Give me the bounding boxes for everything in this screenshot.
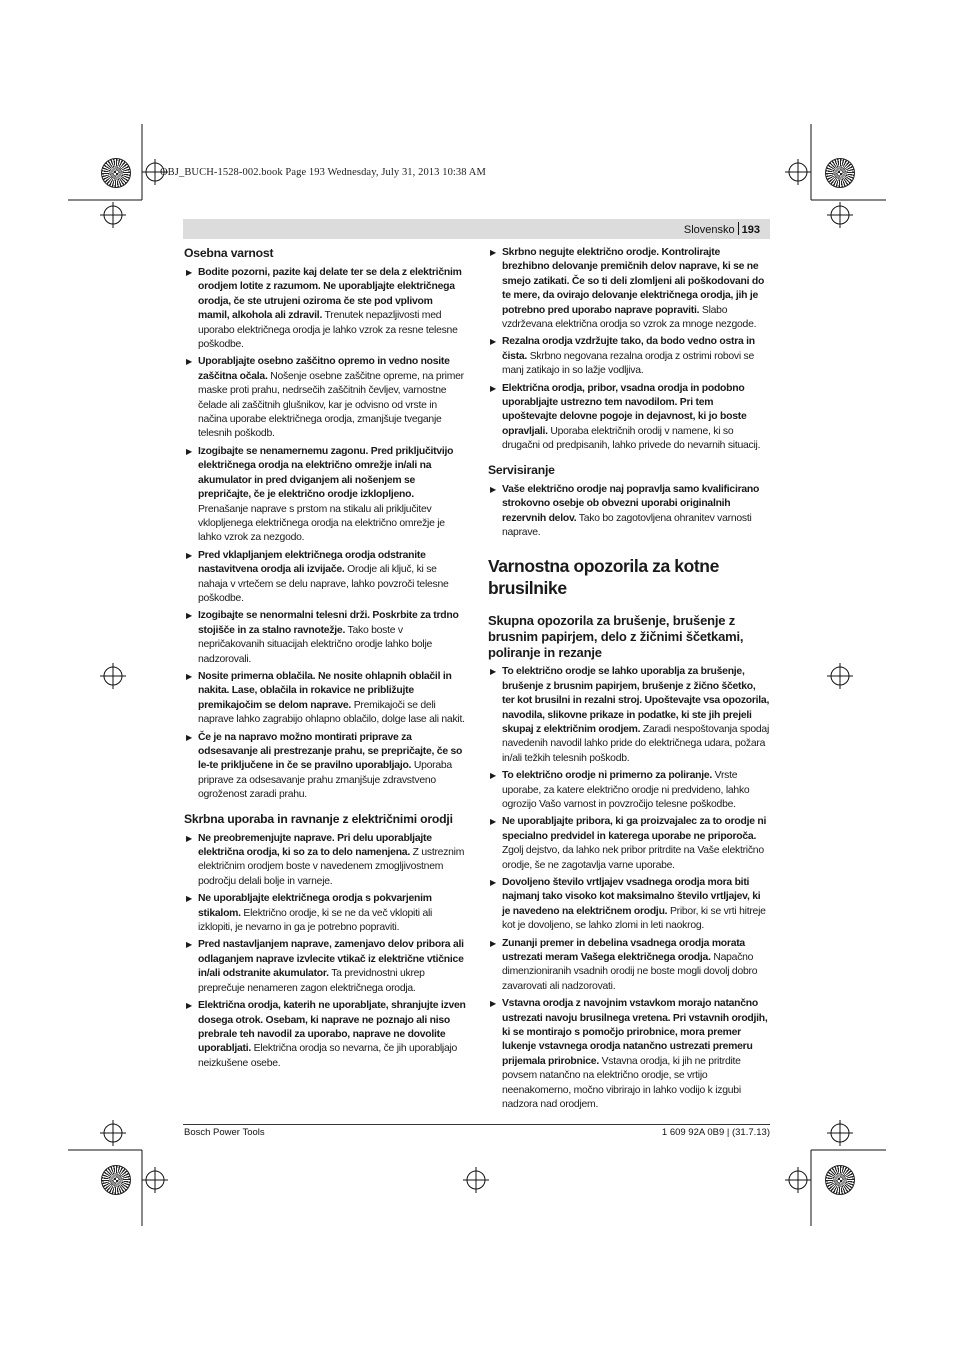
header-separator: [738, 222, 739, 235]
bullet-triangle-icon: ▶: [186, 446, 192, 456]
item-text: Nošenje osebne zaščitne opreme, na primer maske proti prahu, nedrsečih zaščitnih čevljev, varnostne čelade ali zaščitnih glušnikov, kar je odvisno od vrste in načina uporabe električnega orodja, zmanjšuje tveganje telesnih poškodb.: [198, 370, 464, 440]
bullet-list-grinder-warnings: [488, 665, 770, 1112]
bullet-triangle-icon: ▶: [186, 940, 192, 950]
header-language: Slovensko: [683, 224, 735, 236]
item-bold-text: Uporabljajte osebno zaščitno opremo in vedno nosite zaščitna očala.: [198, 356, 450, 382]
item-text: Zgolj dejstvo, da lahko nek pribor pritrdite na Vaše električno orodje, še ne zagotavlja varne uporabe.: [502, 845, 764, 871]
list-item: [184, 892, 466, 935]
item-bold-text: Če je na napravo možno montirati priprave za odsesavanje ali prestrezanje prahu, se prepričajte, če so le-te priključene in če se pravilno uporabljajo.: [198, 731, 463, 772]
item-bold-text: Ne uporabljajte električnega orodja s pokvarjenim stikalom.: [198, 893, 432, 919]
item-text: Vstavna orodja, ki jih ne pritrdite povsem natančno na električno orodje, se vrtijo neenakomerno, močno vibrirajo in lahko vodijo k izgubi nadzora nad orodjem.: [502, 1055, 741, 1111]
list-item: [488, 815, 770, 873]
section-heading-personal-safety: Osebna varnost: [184, 246, 274, 260]
item-text: Ta previdnostni ukrep preprečuje nenameren zagon električnega orodja.: [198, 968, 425, 994]
item-bold-text: To električno orodje se lahko uporablja za brušenje, brušenje z brusnim papirjem, brušenje z žično ščetko, ter kot brusilni in rezalni stroj. Upoštevajte vsa opozorila, navodila, slikovne prikaze in podatke, ki ste jih prejeli skupaj z električnim orodjem.: [502, 666, 770, 735]
bullet-list-service: [488, 483, 770, 541]
bullet-triangle-icon: ▶: [490, 667, 496, 677]
bullet-triangle-icon: ▶: [490, 878, 496, 887]
list-item: [184, 832, 466, 890]
bullet-triangle-icon: ▶: [490, 383, 496, 393]
item-bold-text: Rezalna orodja vzdržujte tako, da bodo vedno ostra in čista.: [502, 336, 755, 362]
list-item: [488, 382, 770, 454]
bullet-triangle-icon: ▶: [186, 894, 192, 904]
section-heading-tool-use: Skrbna uporaba in ravnanje z električnimi orodji: [184, 811, 453, 826]
bullet-triangle-icon: ▶: [186, 357, 192, 367]
list-item: [184, 266, 466, 352]
list-item: [184, 670, 466, 728]
bullet-triangle-icon: ▶: [490, 248, 496, 257]
bullet-triangle-icon: ▶: [186, 611, 192, 621]
item-bold-text: Električna orodja, pribor, vsadna orodja in podobno uporabljajte ustrezno tem navodilom. Pri tem upoštevajte delovne pogoje in dejavnost, ki jo boste opravljali.: [502, 382, 747, 437]
list-item: [488, 769, 770, 812]
item-bold-text: Ne uporabljajte pribora, ki ga proizvajalec za to orodje ni specialno predvidel in katerega uporabe ne priporoča.: [502, 816, 767, 842]
bullet-triangle-icon: ▶: [186, 833, 192, 843]
item-bold-text: Izogibajte se nenamernemu zagonu. Pred priključitvijo električnega orodja na električno omrežje in/ali na akumulator in pred dviganjem ali nošenjem se prepričajte, če je električno orodje izklopljeno.: [198, 445, 454, 501]
left-column: [184, 246, 466, 1074]
list-item: [184, 999, 466, 1071]
bullet-triangle-icon: ▶: [490, 337, 496, 347]
item-text: Trenutek nepazljivosti med uporabo električnega orodja je lahko vzrok za resne telesne poškodbe.: [198, 310, 458, 351]
bullet-triangle-icon: ▶: [490, 999, 496, 1009]
item-bold-text: Pred vklapljanjem električnega orodja odstranite nastavitvena orodja ali izvijače.: [198, 549, 426, 576]
bullet-triangle-icon: ▶: [490, 771, 496, 781]
item-bold-text: Pred nastavljanjem naprave, zamenjavo delov pribora ali odlaganjem naprave izvlecite vtikač iz električne vtičnice in/ali odstranite akumulator.: [198, 939, 464, 980]
subsection-heading: Skupna opozorila za brušenje, brušenje z brusnim papirjem, delo z žičnimi ščetkami, poliranje in rezanje: [488, 613, 744, 661]
item-bold-text: To električno orodje ni primerno za poliranje.: [502, 770, 713, 782]
item-text: Tako bo zagotovljena ohranitev varnosti naprave.: [502, 512, 752, 538]
item-text: Napačno dimenzioniranih vsadnih orodij ne boste mogli dovolj dobro zavarovati ali nadzorovati.: [502, 952, 758, 992]
item-text: Uporaba električnih orodij v namene, ki so drugačni od predpisanih, lahko privede do nevarnih situacij.: [502, 425, 761, 452]
list-item: [184, 445, 466, 546]
item-text: Električna orodja so nevarna, če jih uporabljajo neizkušene osebe.: [198, 1043, 458, 1069]
page-number: 193: [741, 224, 760, 236]
item-bold-text: Vstavna orodja z navojnim vstavkom morajo natančno ustrezati navoju brusilnega vretena. Pri vstavnih orodjih, ki se montirajo s pomočjo prirobnice, mora premer lukenje vstavnega orodja natančno ustrezati premeru prijemala prirobnice.: [502, 998, 768, 1067]
list-item: [488, 937, 770, 995]
list-item: [184, 731, 466, 803]
list-item: [184, 609, 466, 667]
list-item: [488, 246, 770, 332]
bullet-list-tool-care: [488, 246, 770, 454]
item-text: Uporaba priprave za odsesavanje prahu zmanjšuje zdravstveno ogroženost zaradi prahu.: [198, 760, 452, 801]
item-bold-text: Električna orodja, katerih ne uporabljate, shranjujte izven dosega otrok. Osebam, ki naprave ne poznajo ali niso prebrale teh navodil za uporabo, naprave ne dovolite uporabljati.: [198, 1000, 466, 1055]
list-item: [488, 483, 770, 541]
list-item: [184, 355, 466, 441]
item-text: Pribor, ki se vrti hitreje kot je dovoljeno, se lahko zlomi in leti naokrog.: [502, 905, 766, 932]
file-header: OBJ_BUCH-1528-002.book Page 193 Wednesday, July 31, 2013 10:38 AM: [160, 167, 486, 178]
item-bold-text: Ne preobremenjujte naprave. Pri delu uporabljajte električna orodja, ki so za to delo namenjena.: [198, 832, 432, 859]
right-column: [488, 246, 770, 1116]
footer-doc-number: 1 609 92A 0B9 | (31.7.13): [661, 1127, 770, 1138]
list-item: [184, 938, 466, 996]
item-text: Tako boste v nepričakovanih situacijah električno orodje lahko bolje nadzorovali.: [198, 624, 433, 665]
list-item: [488, 876, 770, 934]
item-bold-text: Skrbno negujte električno orodje. Kontrolirajte brezhibno delovanje premičnih delov naprave, ki se ne smejo zatikati. Če so ti deli zlomljeni ali poškodovani do te mere, da ovirajo delovanje električnega orodja, jih je potrebno pred uporabo naprave popraviti.: [502, 247, 765, 316]
section-heading-service: Servisiranje: [488, 462, 555, 477]
bullet-triangle-icon: ▶: [490, 484, 496, 494]
list-item: [488, 335, 770, 378]
item-bold-text: Vaše električno orodje naj popravlja samo kvalificirano strokovno osebje ob obvezni uporabi originalnih rezervnih delov.: [502, 483, 760, 524]
item-bold-text: Nosite primerna oblačila. Ne nosite ohlapnih oblačil in nakita. Lase, oblačila in rokavice ne približujte premikajočim se delom naprave.: [198, 670, 452, 711]
list-item: [488, 665, 770, 766]
item-text: Z ustreznim električnim orodjem boste v navedenem zmogljivostnem področju delali bolje in varneje.: [198, 847, 465, 887]
item-bold-text: Bodite pozorni, pazite kaj delate ter se dela z električnim orodjem lotite z razumom. Ne uporabljajte električnega orodja, če ste utrujeni oziroma če ste pod vplivom mamil, alkohola ali zdravil.: [198, 267, 462, 322]
item-text: Skrbno negovana rezalna orodja z ostrimi robovi se manj zatikajo in so lažje vodljiva.: [502, 350, 755, 377]
bullet-list-personal-safety: [184, 266, 466, 803]
list-item: [184, 549, 466, 607]
item-text: Orodje ali ključ, ki se nahaja v vrtečem se delu naprave, lahko povzroči telesne poškodbe.: [198, 564, 449, 604]
item-text: Slabo vzdrževana električna orodja so vzrok za mnoge nezgode.: [502, 304, 757, 331]
bullet-triangle-icon: ▶: [186, 671, 192, 681]
footer-rule: [183, 1124, 770, 1125]
item-text: Vrste uporabe, za katere električno orodje ni predvideno, lahko ogrozijo Vašo varnost in povzročijo telesne poškodbe.: [502, 770, 750, 810]
bullet-list-tool-use: [184, 832, 466, 1072]
footer-brand: Bosch Power Tools: [184, 1127, 265, 1138]
bullet-triangle-icon: ▶: [186, 1001, 192, 1011]
chapter-title: Varnostna opozorila za kotne brusilnike: [488, 556, 719, 599]
page-header: [684, 222, 760, 236]
item-bold-text: Dovoljeno število vrtljajev vsadnega orodja mora biti najmanj tako visoko kot maksimalno število vrtljajev, ki je navedeno na električnem orodju.: [502, 877, 761, 917]
item-text: Električno orodje, ki se ne da več vklopiti ali izklopiti, je nevarno in ga je potrebno popraviti.: [198, 907, 433, 934]
item-text: Prenašanje naprave s prstom na stikalu ali priključitev vklopljenega električnega orodja na električno omrežje je lahko vzrok za nezgodo.: [198, 503, 445, 544]
page-header-bar: [183, 219, 770, 239]
item-text: Zaradi nespoštovanja spodaj navedenih navodil lahko pride do električnega udara, požara in/ali težkih telesnih poškodb.: [502, 723, 770, 764]
item-bold-text: Izogibajte se nenormalni telesni drži. Poskrbite za trdno stojišče in za stalno ravnotežje.: [198, 610, 459, 636]
bullet-triangle-icon: ▶: [186, 550, 192, 560]
bullet-triangle-icon: ▶: [186, 732, 192, 742]
bullet-triangle-icon: ▶: [490, 938, 496, 948]
item-bold-text: Zunanji premer in debelina vsadnega orodja morata ustrezati meram Vašega električnega orodja.: [502, 937, 745, 964]
bullet-triangle-icon: ▶: [490, 817, 496, 827]
item-text: Premikajoči se deli naprave lahko zagrabijo ohlapno oblačilo, dolge lase ali nakit.: [198, 699, 465, 726]
bullet-triangle-icon: ▶: [186, 268, 192, 277]
list-item: [488, 997, 770, 1112]
